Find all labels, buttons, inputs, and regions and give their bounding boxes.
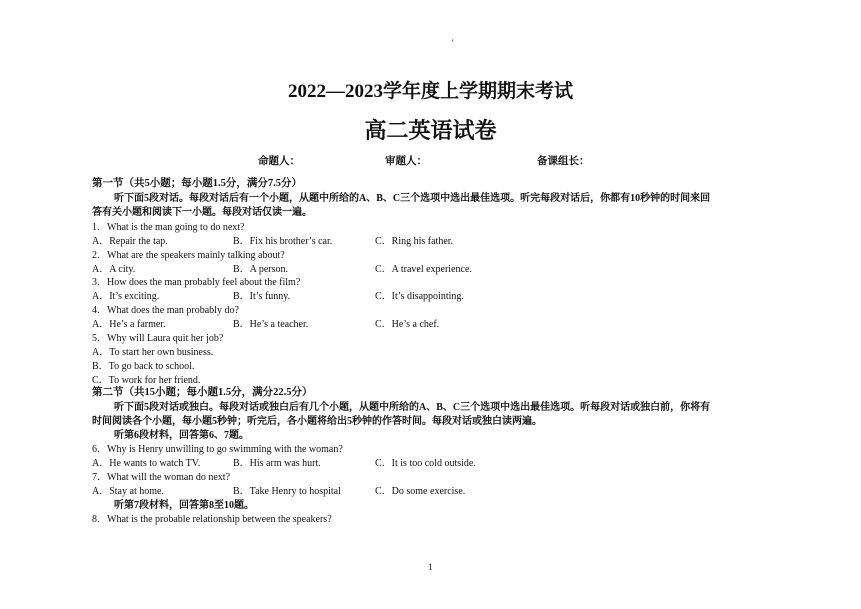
- page-number: 1: [428, 562, 433, 572]
- question-stem: 5．Why will Laura quit her job?: [92, 333, 224, 344]
- option-a: A．To start her own business.: [92, 347, 214, 358]
- option-c: C．Ring his father.: [375, 236, 454, 247]
- section2-heading: 第二节（共15小题；每小题1.5分，满分22.5分）: [92, 387, 313, 398]
- question-stem: 3．How does the man probably feel about the film?: [92, 277, 301, 288]
- setter-label: 命题人：: [258, 156, 300, 167]
- option-c: C．Do some exercise.: [375, 486, 466, 497]
- option-a: A．It’s exciting.: [92, 291, 160, 302]
- header-mark: ': [452, 38, 454, 48]
- option-a: A．Stay at home.: [92, 486, 164, 497]
- question-stem: 8．What is the probable relationship between the speakers?: [92, 514, 332, 525]
- question-stem: 2．What are the speakers mainly talking about?: [92, 250, 285, 261]
- section1-instructions-line1: 听下面5段对话。每段对话后有一个小题，从题中所给的A、B、C三个选项中选出最佳选项。听完每段对话后，你都有10秒钟的时间来回: [114, 193, 711, 204]
- section2-instructions-line2: 时间阅读各个小题，每小题5秒钟；听完后，各小题将给出5秒钟的作答时间。每段对话或独白读两遍。: [92, 416, 542, 427]
- option-a: A．He wants to watch TV.: [92, 458, 201, 469]
- question-stem: 4．What does the man probably do?: [92, 305, 239, 316]
- option-c: C．It is too cold outside.: [375, 458, 476, 469]
- section1-heading: 第一节（共5小题；每小题1.5分，满分7.5分）: [92, 178, 302, 189]
- section1-instructions-line2: 答有关小题和阅读下一小题。每段对话仅读一遍。: [92, 207, 312, 218]
- material-7-heading: 听第7段材料，回答第8至10题。: [114, 500, 254, 511]
- material-6-heading: 听第6段材料，回答第6、7题。: [114, 430, 249, 441]
- exam-title: 2022—2023学年度上学期期末考试: [287, 81, 573, 102]
- option-b: B．A person.: [233, 264, 288, 275]
- option-a: A．He’s a farmer.: [92, 319, 166, 330]
- option-a: A．A city.: [92, 264, 136, 275]
- option-a: A．Repair the tap.: [92, 236, 168, 247]
- leader-label: 备课组长：: [537, 156, 590, 167]
- question-stem: 7．What will the woman do next?: [92, 472, 231, 483]
- option-c: C．A travel experience.: [375, 264, 472, 275]
- option-b: B．His arm was hurt.: [233, 458, 321, 469]
- option-b: B．It’s funny.: [233, 291, 291, 302]
- exam-subtitle: 高二英语试卷: [364, 118, 497, 143]
- question-stem: 1．What is the man going to do next?: [92, 222, 245, 233]
- option-c: C．It’s disappointing.: [375, 291, 464, 302]
- reviewer-label: 审题人：: [385, 156, 427, 167]
- option-c: C．He’s a chef.: [375, 319, 440, 330]
- section2-instructions-line1: 听下面5段对话或独白。每段对话或独白后有几个小题，从题中所给的A、B、C三个选项中选出最佳选项。听每段对话或独白前，你将有: [114, 402, 711, 413]
- question-stem: 6．Why is Henry unwilling to go swimming with the woman?: [92, 444, 343, 455]
- option-b: B．Take Henry to hospital: [233, 486, 341, 497]
- option-b: B．Fix his brother’s car.: [233, 236, 333, 247]
- option-b: B．To go back to school.: [92, 361, 195, 372]
- option-b: B．He’s a teacher.: [233, 319, 309, 330]
- option-c: C．To work for her friend.: [92, 375, 201, 386]
